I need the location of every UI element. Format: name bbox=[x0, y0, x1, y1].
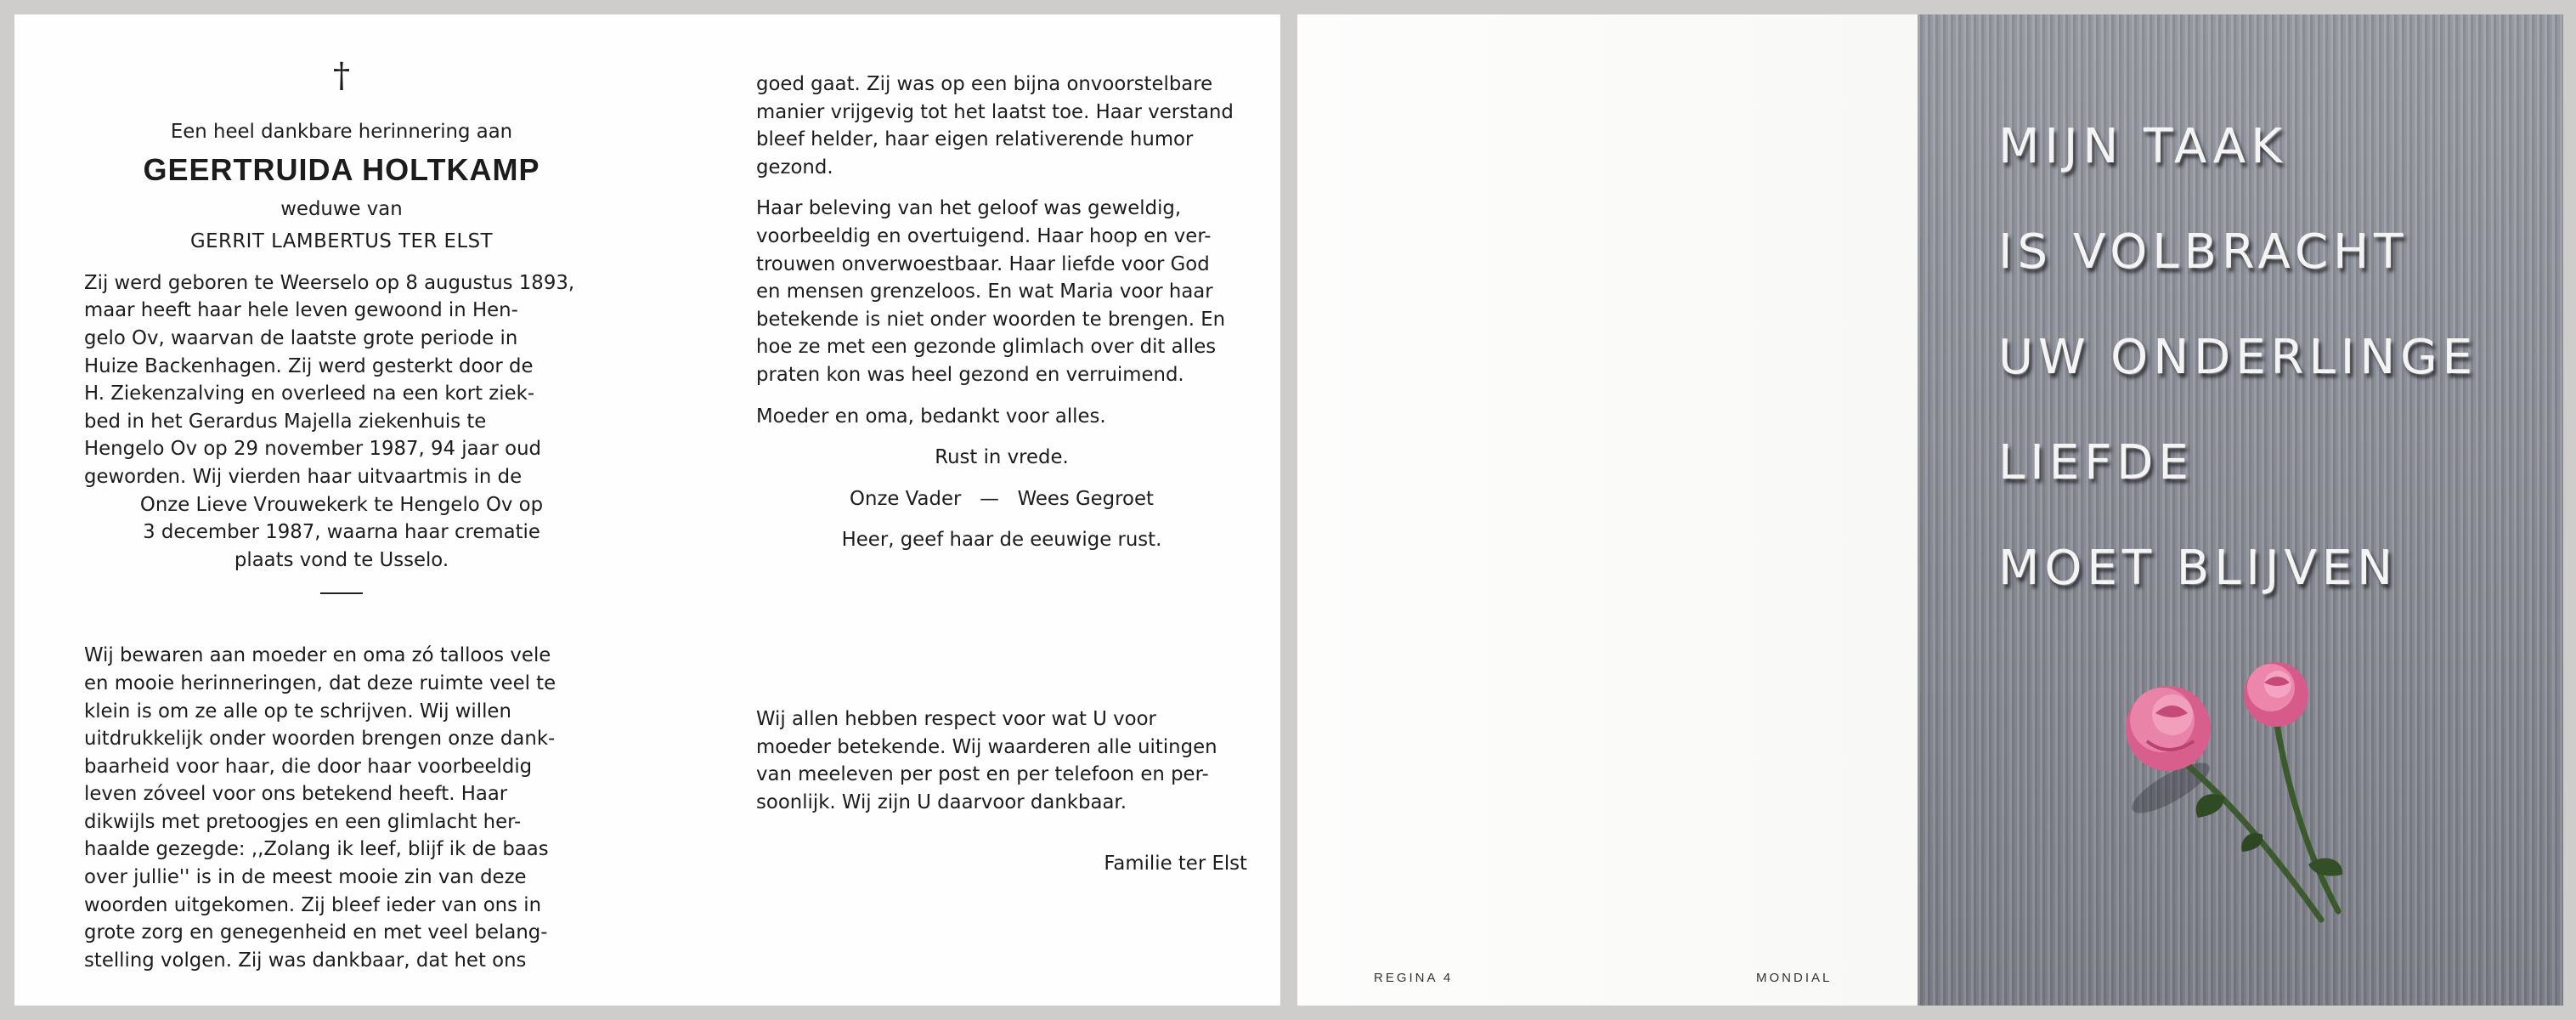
memory-line: haalde gezegde: ,,Zolang ik leef, blijf ik de baas bbox=[84, 838, 549, 861]
publisher-label: MONDIAL bbox=[1756, 971, 1833, 985]
quote-line: LIEFDE bbox=[1998, 435, 2194, 490]
cont-line: bleef helder, haar eigen relativerende humor bbox=[756, 128, 1194, 151]
cont-line: goed gaat. Zij was op een bijna onvoorstelbare bbox=[756, 73, 1213, 95]
respect-line: van meeleven per post en per telefoon en per- bbox=[756, 763, 1209, 786]
bio-line: Onze Lieve Vrouwekerk te Hengelo Ov op bbox=[139, 493, 544, 516]
eternal-rest-line: Heer, geef haar de eeuwige rust. bbox=[841, 529, 1162, 552]
faith-line: hoe ze met een gezonde glimlach over dit alles bbox=[756, 336, 1217, 359]
rose-right bbox=[2244, 662, 2308, 727]
right-page-column bbox=[756, 71, 1247, 878]
bio-line: Huize Backenhagen. Zij werd gesterkt door de bbox=[84, 354, 534, 377]
bio-line: H. Ziekenzalving en overleed na een kort ziek- bbox=[84, 382, 535, 405]
intro-line: Een heel dankbare herinnering aan bbox=[170, 121, 513, 143]
memories-paragraph bbox=[84, 642, 599, 974]
text-left-page bbox=[14, 14, 647, 1006]
faith-line: praten kon was heel gezond en verruimend. bbox=[756, 363, 1184, 386]
continuation-paragraph bbox=[756, 71, 1247, 181]
memorial-text-spread bbox=[14, 14, 1280, 1006]
memory-line: klein is om ze alle op te schrijven. Wij willen bbox=[84, 700, 511, 722]
roses-image bbox=[2096, 660, 2368, 941]
memory-line: grote zorg en genegenheid en met veel belang- bbox=[84, 921, 548, 944]
respect-line: Wij allen hebben respect voor wat U voor bbox=[756, 707, 1156, 730]
husband-name: GERRIT LAMBERTUS TER ELST bbox=[189, 230, 494, 253]
faith-paragraph bbox=[756, 195, 1247, 388]
memorial-picture-spread bbox=[1297, 14, 2563, 1006]
text-right-page bbox=[647, 14, 1280, 1006]
gratitude-paragraph bbox=[756, 706, 1247, 816]
memory-line: baarheid voor haar, die door haar voorbeeldig bbox=[84, 755, 533, 778]
quote-line: MOET BLIJVEN bbox=[1998, 541, 2398, 596]
memory-line: stelling volgen. Zij was dankbaar, dat het ons bbox=[84, 949, 527, 972]
quote-line: MIJN TAAK bbox=[1998, 119, 2287, 174]
engraved-quote bbox=[1998, 121, 2542, 595]
memory-line: uitdrukkelijk onder woorden brengen onze dank- bbox=[84, 728, 556, 751]
bio-line: geworden. Wij vierden haar uitvaartmis in de bbox=[84, 465, 523, 488]
blank-back-page bbox=[1297, 14, 1918, 1006]
respect-line: moeder betekende. Wij waarderen alle uitingen bbox=[756, 735, 1217, 758]
cont-line: gezond. bbox=[756, 156, 833, 178]
memory-line: en mooie herinneringen, dat deze ruimte veel te bbox=[84, 672, 556, 694]
cont-line: manier vrijgevig tot het laatst toe. Haar verstand bbox=[756, 100, 1234, 123]
faith-line: Haar beleving van het geloof was geweldig, bbox=[756, 197, 1182, 220]
thanks-line: Moeder en oma, bedankt voor alles. bbox=[756, 405, 1106, 428]
bio-line: Hengelo Ov op 29 november 1987, 94 jaar oud bbox=[84, 438, 541, 461]
bio-line: plaats vond te Usselo. bbox=[234, 548, 449, 571]
deceased-name: GEERTRUIDA HOLTKAMP bbox=[143, 151, 540, 187]
quote-line: IS VOLBRACHT bbox=[1998, 224, 2409, 280]
faith-line: en mensen grenzeloos. En wat Maria voor haar bbox=[756, 280, 1213, 303]
widow-label: weduwe van bbox=[280, 197, 403, 220]
bio-line: Zij werd geboren te Weerselo op 8 augustus 1893, bbox=[84, 271, 575, 294]
quote-line: UW ONDERLINGE bbox=[1998, 330, 2477, 385]
respect-line: soonlijk. Wij zijn U daarvoor dankbaar. bbox=[756, 790, 1127, 813]
faith-line: betekende is niet onder woorden te brengen. En bbox=[756, 308, 1226, 331]
memory-line: Wij bewaren aan moeder en oma zó talloos vele bbox=[84, 644, 551, 667]
memory-line: leven zóveel voor ons betekend heeft. Haar bbox=[84, 783, 508, 806]
faith-line: trouwen onverwoestbaar. Haar liefde voor God bbox=[756, 252, 1210, 275]
family-signature: Familie ter Elst bbox=[1104, 853, 1247, 876]
bio-line: 3 december 1987, waarna haar crematie bbox=[143, 521, 540, 544]
memory-line: woorden uitgekomen. Zij bleef ieder van ons in bbox=[84, 893, 542, 916]
stone-wall-photo bbox=[1918, 14, 2563, 1006]
prayers-line: Onze Vader — Wees Gegroet bbox=[850, 487, 1154, 510]
cross-icon: † bbox=[333, 56, 350, 95]
series-label: REGINA 4 bbox=[1374, 971, 1454, 985]
rose-left bbox=[2126, 686, 2211, 771]
memory-line: dikwijls met pretoogjes en een glimlacht her- bbox=[84, 810, 522, 833]
rest-in-peace: Rust in vrede. bbox=[935, 446, 1069, 469]
bio-line: maar heeft haar hele leven gewoond in Hen- bbox=[84, 299, 518, 322]
left-page-column bbox=[84, 55, 599, 974]
bio-line: gelo Ov, waarvan de laatste grote periode in bbox=[84, 326, 518, 349]
biography-paragraph bbox=[84, 269, 599, 575]
bio-line: bed in het Gerardus Majella ziekenhuis te bbox=[84, 410, 487, 433]
memory-line: over jullie'' is in de meest mooie zin van deze bbox=[84, 866, 527, 889]
faith-line: voorbeeldig en overtuigend. Haar hoop en ver- bbox=[756, 224, 1212, 247]
